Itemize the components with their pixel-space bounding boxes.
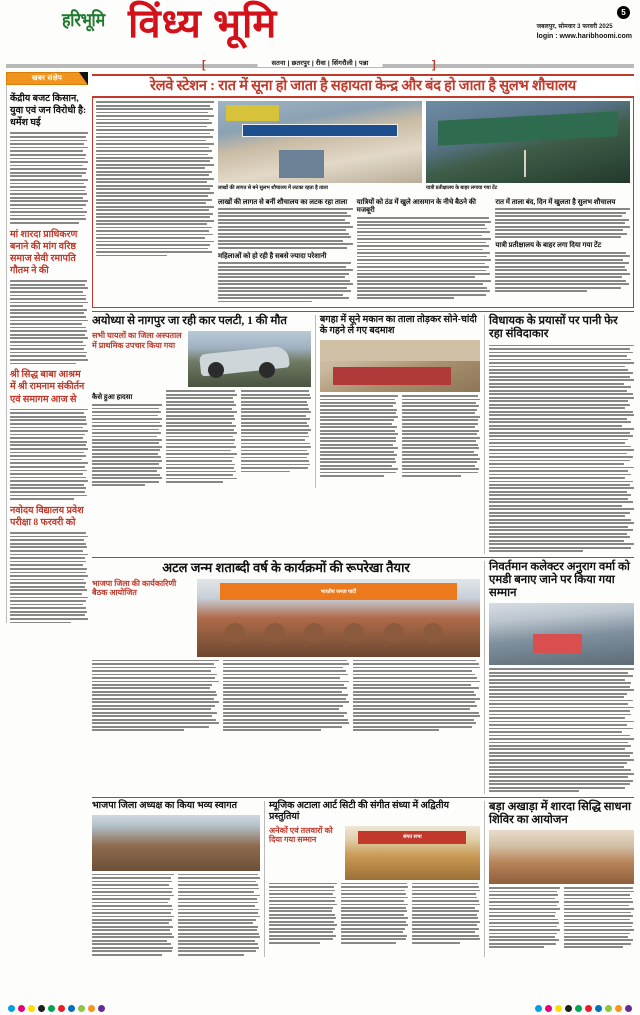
room-bed: [333, 367, 452, 385]
bjp-welcome-text-2: [178, 874, 260, 958]
bracket-right-icon: ]: [432, 59, 436, 71]
sadhna-text-1: [489, 887, 560, 950]
photo-bjp-welcome-crowd: [92, 815, 260, 871]
sidebar-tab-label: खबर संक्षेप: [6, 72, 88, 85]
page-body: [0, 72, 640, 957]
bjp-banner-text: भारतीय जनता पार्टी: [320, 588, 357, 595]
car-accident-subhead-1: सभी घायलों का जिला अस्पताल में प्राथमिक उपचार किया गया: [92, 331, 182, 350]
music-evening-text-3: [412, 883, 480, 946]
page-number-badge: 5: [617, 6, 630, 19]
color-dots-right: [535, 1005, 632, 1012]
color-dot: [48, 1005, 55, 1012]
color-dot: [565, 1005, 572, 1012]
lead-headline-band: [92, 74, 634, 98]
sidebar-body-3: [10, 409, 88, 500]
color-dot: [555, 1005, 562, 1012]
toilet-signboard: [242, 124, 397, 137]
publication-logo-small: हरिभूमि: [62, 10, 105, 31]
story-bjp-meeting: [92, 561, 480, 794]
sidebar-body-2: [10, 280, 88, 364]
photo-sadhna-shivir: [489, 830, 634, 884]
lead-photo-col: [218, 101, 630, 304]
lead-subhead-5: यात्री प्रतीक्षालय के बाहर लगा दिया गया टेंट: [495, 241, 602, 250]
color-dot: [605, 1005, 612, 1012]
city-list: सतना | छतरपुर | रीवा | सिंगरौली | पन्ना: [258, 58, 383, 67]
lead-photo-caption-left: लाखों की लागत से बने सुलभ शौचालय में लटका रहता है ताला: [218, 185, 328, 192]
sidebar-headline-1: केंद्रीय बजट किसान, युवा एवं जन विरोधी है: धर्मेश घई: [10, 94, 87, 129]
color-dot: [58, 1005, 65, 1012]
bjp-meeting-subhead: भाजपा जिला की कार्यकारिणी बैठक आयोजित: [92, 578, 177, 597]
lead-story-body: [92, 98, 634, 308]
photo-ransacked-room: [320, 340, 480, 392]
room-wall: [320, 340, 480, 361]
color-dot: [68, 1005, 75, 1012]
sadhna-text-2: [564, 887, 635, 950]
theft-text-1: [320, 395, 398, 479]
color-dot: [98, 1005, 105, 1012]
row-fourth-stories: [92, 801, 634, 958]
photo-sulabh-toilet: [218, 101, 422, 183]
bracket-left-icon: [: [202, 59, 206, 71]
car-wheel-rear: [259, 362, 275, 378]
photo-collector-honor: [489, 603, 634, 665]
sidebar-khabar-sankshep: [6, 72, 88, 957]
contractor-headline: विधायक के प्रयासों पर पानी फेर रहा संविदाकार: [489, 315, 618, 341]
person-head-3: [304, 623, 324, 643]
car-accident-text-1: [92, 390, 162, 487]
stage-banner: [358, 831, 466, 844]
block-accident-theft: [92, 315, 480, 554]
lead-text-col-1: [96, 101, 214, 304]
lead-subhead-1: लाखों की लागत से बनीं शौचालय का लटक रहा ताला: [218, 197, 348, 206]
person-head-1: [225, 623, 245, 643]
story-bjp-welcome: [92, 801, 260, 958]
bjp-banner: [220, 583, 458, 600]
music-evening-col-1: [269, 826, 341, 880]
person-head-4: [344, 623, 364, 643]
collector-honor-body: [489, 668, 634, 792]
lead-photo-caption-right: यात्री प्रतीक्षालय के बाहर लगाया गया टेंट: [426, 185, 498, 192]
bjp-welcome-headline: भाजपा जिला अध्यक्ष का किया भव्य स्वागत: [92, 800, 237, 811]
sidebar-body-1: [10, 132, 88, 223]
story-car-accident: [92, 315, 311, 488]
main-content: [92, 72, 634, 957]
car-accident-headline: अयोध्या से नागपुर जा रही कार पलटी, 1 की मौत: [92, 315, 287, 328]
color-dot: [575, 1005, 582, 1012]
bjp-meeting-headline: अटल जन्म शताब्दी वर्ष के कार्यक्रमों की रूपरेखा तैयार: [162, 559, 410, 575]
photo-music-stage: [345, 826, 480, 880]
car-accident-subcol: [92, 331, 184, 387]
car-accident-text-3: [241, 390, 311, 487]
theft-text-2: [402, 395, 480, 479]
lead-subhead-2: महिलाओं को हो रही है सबसे ज्यादा परेशानी: [218, 251, 327, 260]
lead-subhead-4: रात में ताला बंद, दिन में खुलता है सुलभ शौचालय: [495, 197, 616, 206]
lead-text-col-3: [357, 195, 492, 304]
bjp-welcome-text-1: [92, 874, 174, 958]
bjp-meeting-col-1: [92, 579, 193, 657]
bjp-meeting-text-3: [353, 660, 480, 733]
car-accident-subhead-2: कैसे हुआ हादसा: [92, 393, 133, 402]
music-evening-text-1: [269, 883, 337, 946]
photo-bjp-group: [197, 579, 480, 657]
story-contractor: [484, 315, 634, 554]
color-dot: [8, 1005, 15, 1012]
color-dot: [38, 1005, 45, 1012]
theft-headline: बगहा में सूने मकान का ताला तोड़कर सोने-चांदी के गहने ले गए बदमाश: [319, 315, 477, 337]
tent-pole: [524, 150, 526, 176]
color-dot: [18, 1005, 25, 1012]
color-dot: [78, 1005, 85, 1012]
color-dot: [585, 1005, 592, 1012]
toilet-door: [279, 150, 324, 178]
lead-headline: रेलवे स्टेशन : रात में सूना हो जाता है सहायता केन्द्र और बंद हो जाता है सुलभ शौचालय: [150, 78, 576, 94]
stage-banner-text: संगत सभा: [403, 834, 422, 841]
sidebar-body-4: [10, 532, 88, 623]
color-dot: [88, 1005, 95, 1012]
bjp-meeting-text-2: [223, 660, 350, 733]
photo-banner-element: [226, 105, 279, 121]
color-registration-bar: [8, 1004, 632, 1013]
lead-text-col-4: [495, 195, 630, 304]
car-accident-text-2: [166, 390, 236, 487]
color-dot: [625, 1005, 632, 1012]
sadhna-shivir-headline: बड़ा अखाड़ा में शारदा सिद्धि साधना शिविर का आयोजन: [489, 800, 631, 826]
music-evening-subhead: अनेकों एवं तलवारों को दिया गया सम्मान: [269, 825, 333, 844]
publication-title: विंध्य भूमि: [128, 1, 278, 46]
color-dot: [545, 1005, 552, 1012]
person-head-6: [423, 623, 443, 643]
person-head-5: [384, 623, 404, 643]
color-dot: [595, 1005, 602, 1012]
color-dot: [28, 1005, 35, 1012]
masthead-meta: [537, 22, 632, 40]
color-dot: [535, 1005, 542, 1012]
photo-overturned-car: [188, 331, 311, 387]
website-url: login : www.haribhoomi.com: [536, 33, 632, 40]
person-head-2: [265, 623, 285, 643]
photo-waiting-room-tent: [426, 101, 630, 183]
bjp-meeting-text-1: [92, 660, 219, 733]
contractor-body: [489, 345, 634, 552]
tent-roof: [438, 111, 618, 145]
color-dots-left: [8, 1005, 105, 1012]
row-second-stories: [92, 315, 634, 554]
collector-honor-headline: निवर्तमान कलेक्टर अनुराग वर्मा को एमडी बनाए जाने पर किया गया सम्मान: [489, 560, 630, 600]
music-evening-text-2: [341, 883, 409, 946]
lead-subhead-3: यात्रियों को ठंड में खुले आसमान के नीचे बैठने की मजबूरी: [356, 197, 476, 215]
story-theft: [315, 315, 480, 488]
sidebar-headline-2: मां शारदा प्राधिकरण बनाने की मांग वरिष्ठ समाज सेवी रमापति गौतम ने की: [10, 229, 78, 277]
sidebar-headline-4: नवोदय विद्यालय प्रवेश परीक्षा 8 फरवरी को: [10, 505, 84, 528]
car-wheel-front: [208, 362, 224, 378]
story-sadhna-shivir: [484, 801, 634, 958]
lead-story: [92, 74, 634, 308]
story-music-evening: [264, 801, 480, 958]
lead-text-col-2: [218, 195, 353, 304]
honor-shawl: [533, 634, 582, 653]
sidebar-headline-3: श्री सिद्ध बाबा आश्रम में श्री रामनाम संकीर्तन एवं समागम आज से: [10, 370, 85, 405]
color-dot: [615, 1005, 622, 1012]
music-evening-headline: म्यूजिक अटाला आर्ट सिटी की संगीत संध्या में अद्वितीय प्रस्तुतियां: [269, 800, 450, 822]
story-collector-honor: [484, 561, 634, 794]
row-third-stories: [92, 561, 634, 794]
city-bar: [6, 58, 634, 72]
masthead: [0, 0, 640, 58]
edition-date: जबलपुर, सोमवार 3 फरवरी 2025: [536, 24, 613, 30]
